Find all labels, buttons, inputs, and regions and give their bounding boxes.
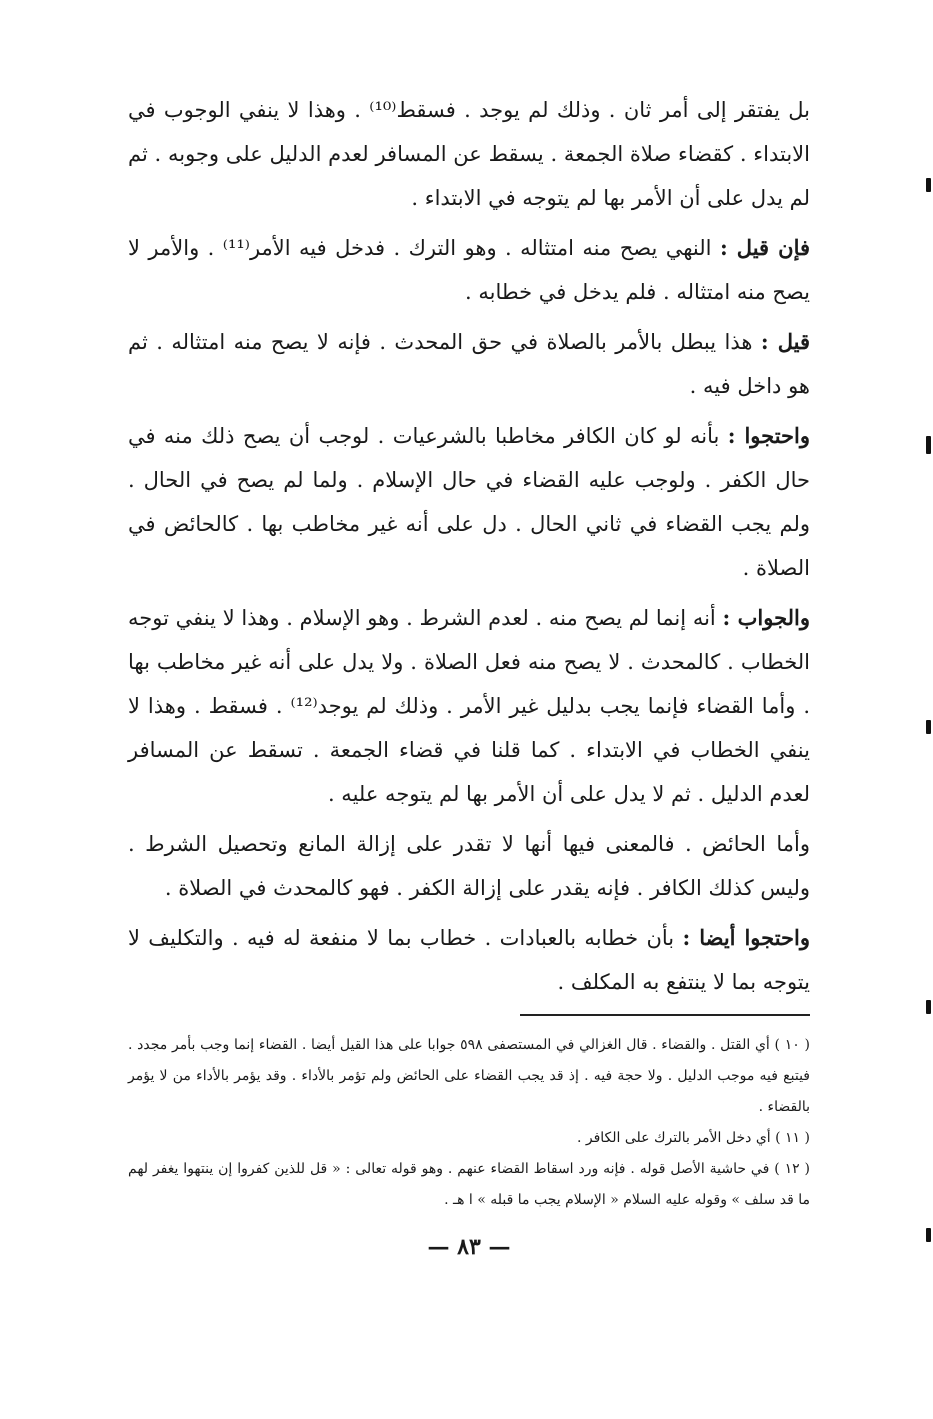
paragraph-text: بل يفتقر إلى أمر ثان . وذلك لم يوجد . فسقط⁽¹⁰⁾ . وهذا لا ينفي الوجوب في الابتداء . كقضاء صلاة الجمعة . يسقط عن المسافر لعدم الدليل على وجوبه . ثم لم يدل على أن الأمر بها لم يتوجه في الابتداء . bbox=[128, 98, 811, 210]
paragraph-text: هذا يبطل بالأمر بالصلاة في حق المحدث . فإنه لا يصح منه امتثاله . ثم هو داخل فيه . bbox=[128, 330, 810, 398]
paragraph-lead: واحتجوا : bbox=[727, 423, 810, 448]
margin-mark bbox=[926, 720, 931, 734]
page-number: — ٨٣ — bbox=[427, 1234, 511, 1260]
paragraph-lead: قيل : bbox=[760, 329, 811, 354]
paragraph-lead: والجواب : bbox=[722, 605, 810, 630]
paragraph-text: النهي يصح منه امتثاله . وهو الترك . فدخل فيه الأمر⁽¹¹⁾ . والأمر لا يصح منه امتثاله . فلم يدخل في خطابه . bbox=[128, 236, 810, 304]
margin-mark bbox=[926, 1000, 931, 1014]
paragraph-text: أنه إنما لم يصح منه . لعدم الشرط . وهو الإسلام . وهذا لا ينفي توجه الخطاب . كالمحدث . لا يصح منه فعل الصلاة . ولا يدل على أنه غير مخاطب بها . وأما القضاء فإنما يجب بدليل غير الأمر . وذلك لم يوجد⁽¹²⁾ . فسقط . وهذا لا ينفي الخطاب في الابتداء . كما قلنا في قضاء الجمعة . تسقط عن المسافر لعدم الدليل . ثم لا يدل على أن الأمر بها لم يتوجه عليه . bbox=[128, 606, 811, 806]
page-body bbox=[128, 88, 810, 1260]
paragraph bbox=[128, 414, 810, 590]
footnote: ( ١٢ ) في حاشية الأصل قوله . فإنه ورد اسقاط القضاء عنهم . وهو قوله تعالى : « قل للذين كفروا إن ينتهوا يغفر لهم ما قد سلف » وقوله عليه السلام « الإسلام يجب ما قبله » ا هـ . bbox=[128, 1161, 810, 1208]
footnote-divider bbox=[520, 1014, 810, 1016]
paragraph bbox=[128, 596, 810, 816]
footnote: ( ١٠ ) أي القتل . والقضاء . قال الغزالي في المستصفى ٥٩٨ جوابا على هذا القيل أيضا . القضاء إنما وجب بأمر مجدد . فيتبع فيه موجب الدليل . ولا حجة فيه . إذ قد يجب القضاء على الحائض ولم تؤمر بالأداء . وقد يؤمر بالأداء من لا يؤمر بالقضاء . bbox=[128, 1037, 810, 1115]
paragraph-lead: فإن قيل : bbox=[719, 235, 811, 260]
margin-mark bbox=[926, 178, 931, 192]
paragraph-text: بأنه لو كان الكافر مخاطبا بالشرعيات . لوجب أن يصح ذلك منه في حال الكفر . ولوجب عليه القضاء في حال الإسلام . ولما لم يصح في الحال . ولم يجب القضاء في ثاني الحال . دل على أنه غير مخاطب بها . كالحائض في الصلاة . bbox=[128, 424, 810, 580]
footnote: ( ١١ ) أي دخل الأمر بالترك على الكافر . bbox=[576, 1130, 810, 1146]
paragraph-text: وأما الحائض . فالمعنى فيها أنها لا تقدر على إزالة المانع وتحصيل الشرط . وليس كذلك الكافر . فإنه يقدر على إزالة الكفر . فهو كالمحدث في الصلاة . bbox=[128, 832, 810, 900]
paragraph bbox=[128, 916, 810, 1004]
paragraph bbox=[128, 320, 810, 408]
margin-mark bbox=[926, 1228, 931, 1242]
paragraph-lead: واحتجوا أيضا : bbox=[682, 925, 810, 950]
paragraph bbox=[128, 226, 810, 314]
paragraph-text: بأن خطابه بالعبادات . خطاب بما لا منفعة له فيه . والتكليف لا يتوجه بما لا ينتفع به المكلف . bbox=[128, 926, 810, 994]
footnotes bbox=[128, 1030, 810, 1216]
margin-mark bbox=[926, 436, 931, 454]
paragraph bbox=[128, 88, 810, 220]
paragraph bbox=[128, 822, 810, 910]
